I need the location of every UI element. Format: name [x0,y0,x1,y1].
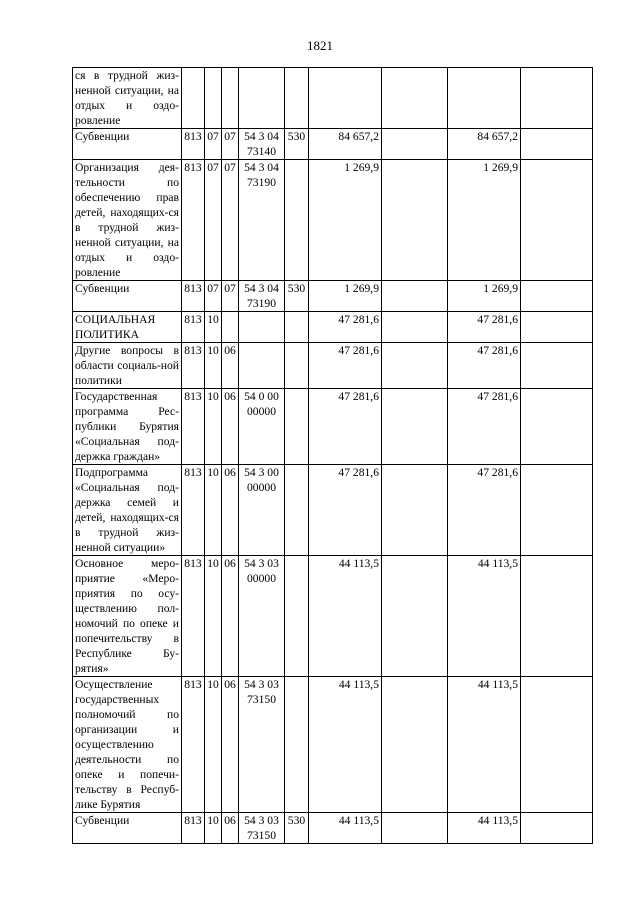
section-code-cell: 07 [205,129,222,160]
section-code-cell: 10 [205,813,222,844]
ministry-code-cell: 813 [182,389,205,465]
row-name-cell: ся в трудной жиз-ненной ситуации, на отдых и оздо-ровление [73,68,182,129]
amount-extra-cell [521,160,593,281]
subsection-code-cell: 07 [222,160,239,281]
row-name-cell: СОЦИАЛЬНАЯ ПОЛИТИКА [73,312,182,343]
amount-cell [309,68,382,129]
subsection-code-cell: 06 [222,389,239,465]
amount-empty-cell [382,281,448,312]
expense-type-cell [285,160,309,281]
section-code-cell: 10 [205,465,222,556]
table-row [73,68,593,129]
target-article-cell: 54 3 04 73140 [239,129,285,160]
amount-empty-cell [382,343,448,389]
ministry-code-cell: 813 [182,677,205,813]
subsection-code-cell: 07 [222,129,239,160]
ministry-code-cell: 813 [182,281,205,312]
row-name-cell: Другие вопросы в области социаль-ной политики [73,343,182,389]
expense-type-cell [285,343,309,389]
subsection-code-cell: 06 [222,813,239,844]
target-article-cell: 54 3 00 00000 [239,465,285,556]
table-row [73,343,593,389]
target-article-cell: 54 3 03 73150 [239,677,285,813]
section-code-cell: 07 [205,160,222,281]
row-name-cell: Государственная программа Рес-публики Бурятия «Социальная под-держка граждан» [73,389,182,465]
amount-cell: 44 113,5 [309,556,382,677]
table-row [73,813,593,844]
amount-empty-cell [382,813,448,844]
ministry-code-cell: 813 [182,343,205,389]
row-name-cell: Основное меро-приятие «Меро-приятия по осу-ществлению пол-номочий по опеке и попечительству в Республике Бу-рятия» [73,556,182,677]
amount-cell: 47 281,6 [309,343,382,389]
subsection-code-cell: 06 [222,556,239,677]
target-article-cell: 54 3 03 73150 [239,813,285,844]
amount-cell: 84 657,2 [309,129,382,160]
amount-total-cell: 84 657,2 [448,129,521,160]
ministry-code-cell: 813 [182,556,205,677]
ministry-code-cell: 813 [182,160,205,281]
amount-extra-cell [521,465,593,556]
expense-type-cell [285,465,309,556]
amount-extra-cell [521,389,593,465]
amount-cell: 47 281,6 [309,312,382,343]
subsection-code-cell: 07 [222,281,239,312]
row-name-cell: Организация дея-тельности по обеспечению прав детей, находящих-ся в трудной жиз-ненной ситуации, на отдых и оздо-ровление [73,160,182,281]
amount-total-cell: 44 113,5 [448,813,521,844]
subsection-code-cell: 06 [222,465,239,556]
section-code-cell: 10 [205,343,222,389]
target-article-cell: 54 3 04 73190 [239,160,285,281]
ministry-code-cell: 813 [182,813,205,844]
amount-extra-cell [521,312,593,343]
expense-type-cell: 530 [285,129,309,160]
amount-extra-cell [521,129,593,160]
ministry-code-cell: 813 [182,129,205,160]
amount-cell: 44 113,5 [309,813,382,844]
amount-empty-cell [382,129,448,160]
ministry-code-cell: 813 [182,312,205,343]
ministry-code-cell [182,68,205,129]
row-name-cell: Субвенции [73,813,182,844]
section-code-cell: 10 [205,677,222,813]
subsection-code-cell: 06 [222,677,239,813]
expense-type-cell [285,389,309,465]
section-code-cell [205,68,222,129]
amount-cell: 1 269,9 [309,281,382,312]
table-row [73,556,593,677]
target-article-cell: 54 3 04 73190 [239,281,285,312]
table-row [73,389,593,465]
expense-type-cell: 530 [285,281,309,312]
section-code-cell: 07 [205,281,222,312]
table-row [73,160,593,281]
target-article-cell [239,343,285,389]
amount-total-cell: 47 281,6 [448,389,521,465]
budget-table [72,67,593,844]
target-article-cell [239,68,285,129]
subsection-code-cell: 06 [222,343,239,389]
amount-total-cell: 47 281,6 [448,343,521,389]
amount-extra-cell [521,68,593,129]
amount-total-cell: 44 113,5 [448,556,521,677]
target-article-cell: 54 0 00 00000 [239,389,285,465]
amount-empty-cell [382,68,448,129]
amount-cell: 47 281,6 [309,389,382,465]
row-name-cell: Субвенции [73,281,182,312]
row-name-cell: Осуществление государственных полномочий по организации и осуществлению деятельности по опеке и попечи-тельству в Респуб-лике Бурятия [73,677,182,813]
amount-extra-cell [521,813,593,844]
table-row [73,129,593,160]
amount-total-cell: 47 281,6 [448,465,521,556]
target-article-cell [239,312,285,343]
row-name-cell: Подпрограмма «Социальная под-держка семей и детей, находящих-ся в трудной жиз-ненной ситуации» [73,465,182,556]
section-code-cell: 10 [205,312,222,343]
section-code-cell: 10 [205,389,222,465]
page-number: 1821 [307,38,333,53]
amount-total-cell: 44 113,5 [448,677,521,813]
amount-total-cell [448,68,521,129]
amount-empty-cell [382,677,448,813]
table-row [73,465,593,556]
ministry-code-cell: 813 [182,465,205,556]
subsection-code-cell [222,68,239,129]
amount-total-cell: 1 269,9 [448,281,521,312]
amount-empty-cell [382,160,448,281]
table-row [73,677,593,813]
section-code-cell: 10 [205,556,222,677]
amount-extra-cell [521,281,593,312]
amount-extra-cell [521,677,593,813]
expense-type-cell [285,677,309,813]
amount-total-cell: 47 281,6 [448,312,521,343]
subsection-code-cell [222,312,239,343]
expense-type-cell [285,556,309,677]
amount-cell: 44 113,5 [309,677,382,813]
expense-type-cell [285,312,309,343]
amount-cell: 47 281,6 [309,465,382,556]
target-article-cell: 54 3 03 00000 [239,556,285,677]
amount-empty-cell [382,312,448,343]
amount-extra-cell [521,556,593,677]
amount-extra-cell [521,343,593,389]
expense-type-cell: 530 [285,813,309,844]
table-row [73,312,593,343]
amount-total-cell: 1 269,9 [448,160,521,281]
amount-empty-cell [382,556,448,677]
amount-cell: 1 269,9 [309,160,382,281]
table-body [73,68,593,844]
amount-empty-cell [382,389,448,465]
row-name-cell: Субвенции [73,129,182,160]
table-row [73,281,593,312]
expense-type-cell [285,68,309,129]
amount-empty-cell [382,465,448,556]
